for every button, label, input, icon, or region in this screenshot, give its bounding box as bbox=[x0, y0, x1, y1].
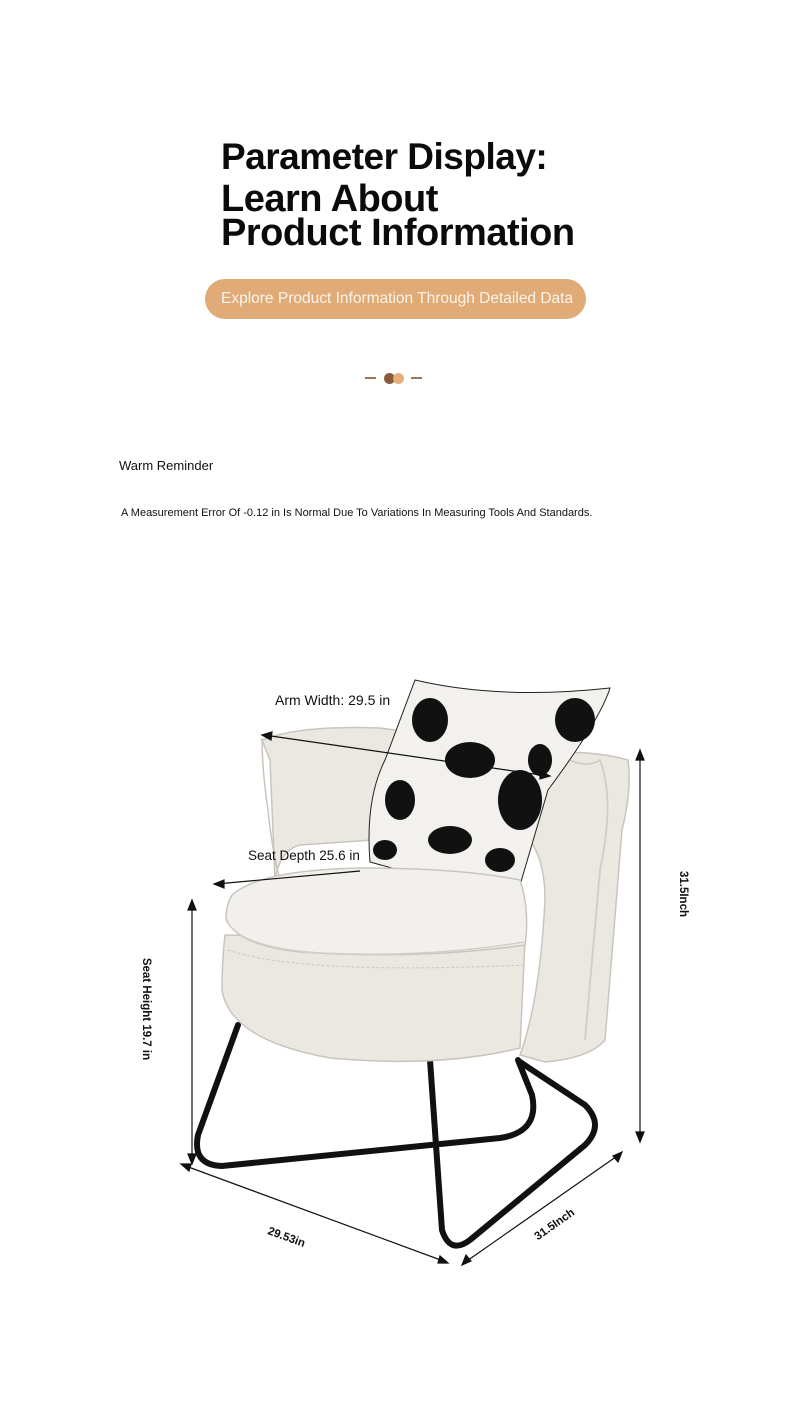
seat-cushion bbox=[226, 868, 527, 955]
title-line-3: Product Information bbox=[221, 212, 575, 254]
reminder-title: Warm Reminder bbox=[119, 458, 214, 473]
seat-height-label: Seat Height 19.7 in bbox=[140, 957, 153, 1061]
subtitle-pill: Explore Product Information Through Detailed Data bbox=[205, 279, 586, 319]
title-line-1: Parameter Display: bbox=[221, 136, 548, 177]
page-title bbox=[221, 136, 575, 254]
title-line-2: Learn About bbox=[221, 178, 438, 220]
reminder-text: A Measurement Error Of -0.12 in Is Normal Due To Variations In Measuring Tools And Standards. bbox=[121, 507, 593, 519]
height-label: 31.5Inch bbox=[677, 870, 690, 918]
depth-label: 31.5Inch bbox=[532, 1206, 578, 1243]
seat-depth-label: Seat Depth 25.6 in bbox=[248, 848, 360, 863]
divider-dash-right bbox=[411, 377, 422, 379]
divider-dash-left bbox=[365, 377, 376, 379]
decorative-divider bbox=[364, 371, 424, 385]
chair-illustration bbox=[0, 600, 790, 1280]
arm-width-label: Arm Width: 29.5 in bbox=[275, 692, 391, 708]
divider-dot-light bbox=[393, 373, 404, 384]
width-label: 29.53in bbox=[265, 1225, 307, 1250]
